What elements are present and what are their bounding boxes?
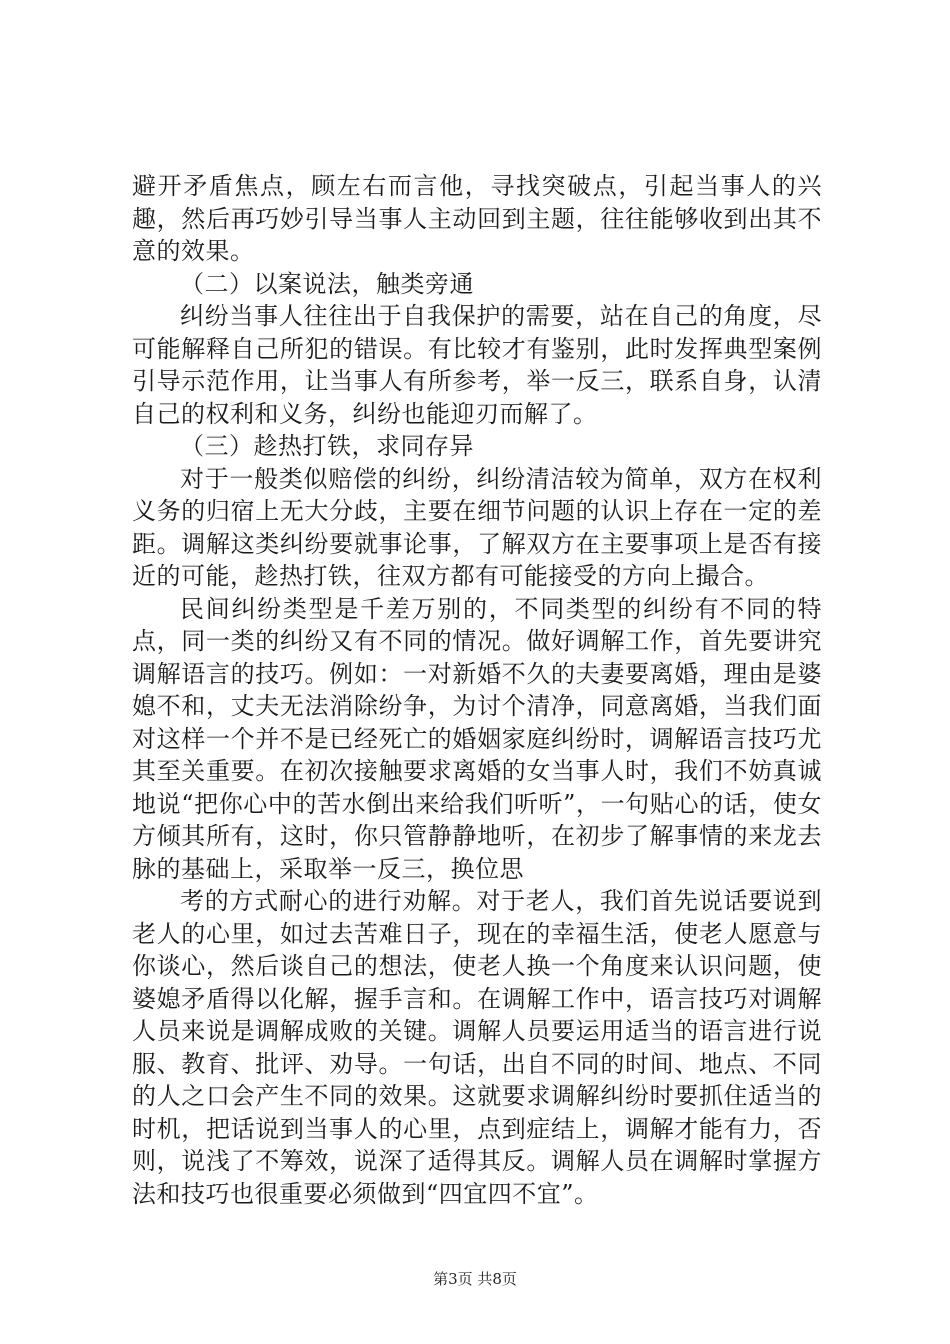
section-heading-2: （二）以案说法，触类旁通 [180, 269, 474, 298]
paragraph-mediation-skills: 考的方式耐心的进行劝解。对于老人，我们首先说话要说到老人的心里，如过去苦难日子，现在的幸福生活，使老人愿意与你谈心，然后谈自己的想法，使老人换一个角度来认识问题，使婆媳矛盾得以化解，握手言和。在调解工作中，语言技巧对调解人员来说是调解成败的关键。调解人员要运用适当的语言进行说服、教育、批评、劝导。一句话，出自不同的时间、地点、不同的人之口会产生不同的效果。这就要求调解纠纷时要抓住适当的时机，把话说到当事人的心里，点到症结上，调解才能有力，否则，说浅了不筹效，说深了适得其反。调解人员在调解时掌握方法和技巧也很重要必须做到“四宜四不宜”。 [132, 887, 822, 1208]
paragraph-continuation: 避开矛盾焦点，顾左右而言他，寻找突破点，引起当事人的兴趣，然后再巧妙引导当事人主动回到主题，往往能够收到出其不意的效果。 [132, 172, 822, 265]
section-heading-3: （三）趁热打铁，求同存异 [180, 432, 474, 460]
paragraph-civil-disputes: 民间纠纷类型是千差万别的，不同类型的纠纷有不同的特点，同一类的纠纷又有不同的情况。做好调解工作，首先要讲究调解语言的技巧。例如：一对新婚不久的夫妻要离婚，理由是婆媳不和，丈夫无法消除纷争，为讨个清净，同意离婚，当我们面对这样一个并不是已经死亡的婚姻家庭纠纷时，调解语言技巧尤其至关重要。在初次接触要求离婚的女当事人时，我们不妨真诚地说“把你心中的苦水倒出来给我们听听”，一句贴心的话，使女方倾其所有，这时，你只管静静地听，在初步了解事情的来龙去脉的基础上，采取举一反三，换位思 [132, 594, 822, 883]
page-footer: 第3页 共8页 [433, 1270, 517, 1288]
paragraph-case-law: 纠纷当事人往往出于自我保护的需要，站在自己的角度，尽可能解释自己所犯的错误。有比较才有鉴别，此时发挥典型案例引导示范作用，让当事人有所参考，举一反三，联系自身，认清自己的权利和义务，纠纷也能迎刃而解了。 [132, 302, 822, 428]
paragraph-compensation: 对于一般类似赔偿的纠纷，纠纷清洁较为简单，双方在权利义务的归宿上无大分歧，主要在细节问题的认识上存在一定的差距。调解这类纠纷要就事论事，了解双方在主要事项上是否有接近的可能，趁热打铁，往双方都有可能接受的方向上撮合。 [132, 464, 822, 590]
document-body [132, 170, 822, 1210]
